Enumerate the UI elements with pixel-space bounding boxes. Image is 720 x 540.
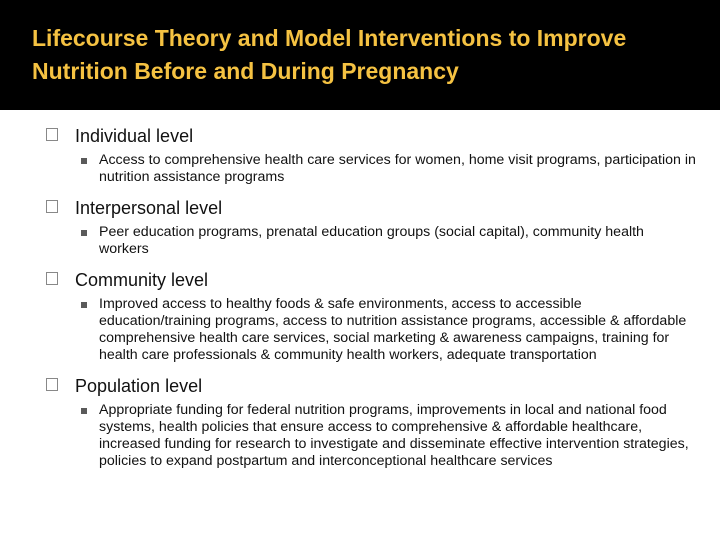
square-bullet-icon (81, 230, 87, 236)
level-label: Population level (75, 376, 203, 396)
level-population (46, 374, 696, 470)
box-bullet-icon (46, 200, 58, 213)
level-individual (46, 124, 696, 186)
level-detail (99, 224, 696, 258)
level-detail-text: Peer education programs, prenatal education groups (social capital), community health workers (99, 224, 644, 257)
level-community (46, 268, 696, 364)
square-bullet-icon (81, 158, 87, 164)
box-bullet-icon (46, 128, 58, 141)
level-label: Individual level (75, 126, 194, 146)
level-detail-text: Improved access to healthy foods & safe environments, access to accessible education/training programs, access to nutrition assistance programs, accessible & affordable comprehensive health care services, social marketing & awareness campaigns, training for health care professionals & community health workers, adequate transportation (99, 296, 687, 363)
title-bar (0, 0, 720, 110)
level-detail-text: Access to comprehensive health care services for women, home visit programs, participation in nutrition assistance programs (99, 152, 696, 185)
level-detail-text: Appropriate funding for federal nutrition programs, improvements in local and national food systems, health policies that ensure access to comprehensive & affordable healthcare, increased funding for research to investigate and disseminate effective intervention strategies, policies to expand postpartum and interconceptional healthcare services (99, 402, 689, 469)
square-bullet-icon (81, 302, 87, 308)
square-bullet-icon (81, 408, 87, 414)
box-bullet-icon (46, 378, 58, 391)
box-bullet-icon (46, 272, 58, 285)
level-detail (99, 296, 696, 364)
level-interpersonal (46, 196, 696, 258)
level-label: Community level (75, 270, 209, 290)
slide-title: Lifecourse Theory and Model Interventions to Improve Nutrition Before and During Pregnancy (32, 25, 627, 84)
level-detail (99, 402, 696, 470)
level-label: Interpersonal level (75, 198, 223, 218)
level-detail (99, 152, 696, 186)
slide-content (46, 124, 696, 470)
